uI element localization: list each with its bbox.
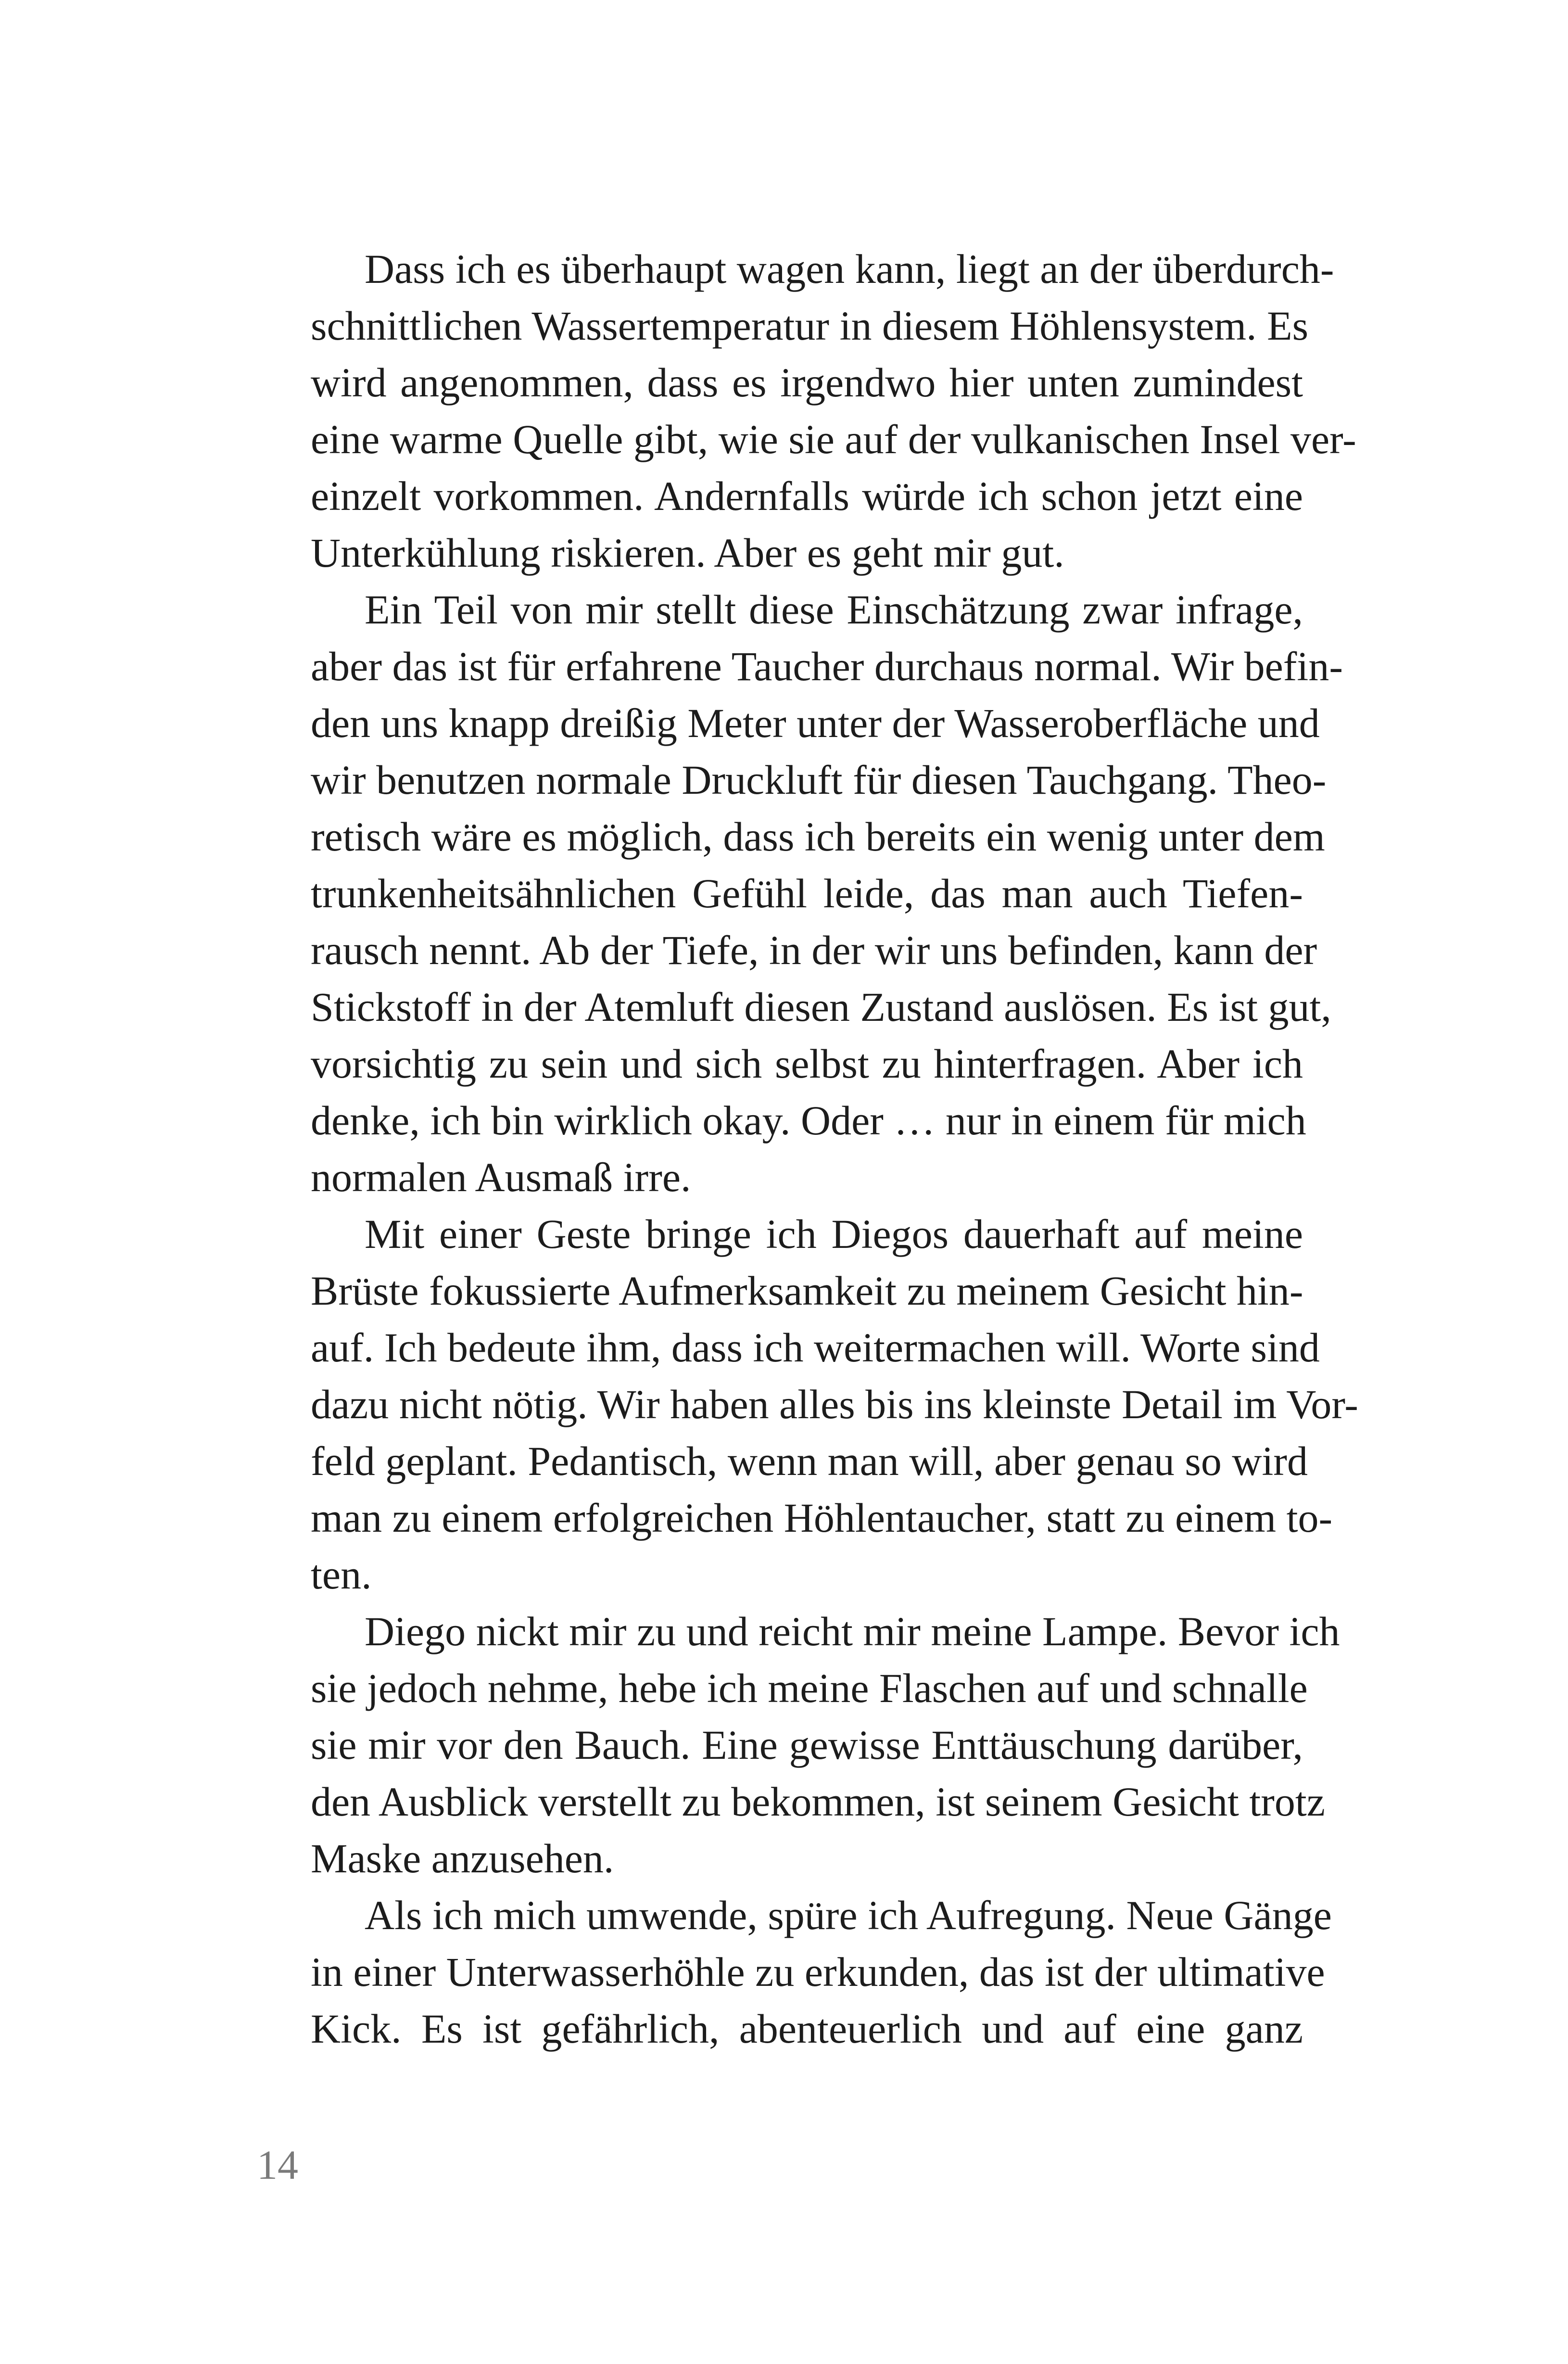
text-line: den Ausblick verstellt zu bekommen, ist seinem Gesicht trotz [311,1779,1325,1825]
text-line: man zu einem erfolgreichen Höhlentaucher, statt zu einem to- [311,1495,1333,1541]
page-number: 14 [257,2142,298,2188]
text-line: aber das ist für erfahrene Taucher durchaus normal. Wir befin- [311,643,1343,689]
text-line: Diego nickt mir zu und reicht mir meine Lampe. Bevor ich [365,1608,1340,1654]
paragraph-1 [257,241,1356,581]
text-line: Mit einer Geste bringe ich Diegos dauerhaft auf meine [365,1211,1303,1257]
text-line: normalen Ausmaß irre. [311,1154,691,1200]
text-line: ten. [311,1551,372,1598]
text-line: Maske anzusehen. [311,1835,614,1881]
paragraph-4 [257,1603,1340,1887]
text-line: einzelt vorkommen. Andernfalls würde ich schon jetzt eine [311,473,1303,519]
text-line: Ein Teil von mir stellt diese Einschätzung zwar infrage, [365,586,1303,633]
text-line: vorsichtig zu sein und sich selbst zu hinterfragen. Aber ich [311,1041,1303,1087]
text-line: auf. Ich bedeute ihm, dass ich weitermachen will. Worte sind [311,1324,1320,1371]
text-line: Brüste fokussierte Aufmerksamkeit zu meinem Gesicht hin- [311,1268,1303,1314]
text-line: dazu nicht nötig. Wir haben alles bis ins kleinste Detail im Vor- [311,1381,1358,1427]
text-line: in einer Unterwasserhöhle zu erkunden, das ist der ultimative [311,1949,1325,1995]
text-line: eine warme Quelle gibt, wie sie auf der vulkanischen Insel ver- [311,416,1356,462]
text-line: Stickstoff in der Atemluft diesen Zustand auslösen. Es ist gut, [311,984,1331,1030]
paragraph-5 [257,1887,1332,2057]
text-line: wird angenommen, dass es irgendwo hier unten zumindest [311,359,1303,406]
text-line: Dass ich es überhaupt wagen kann, liegt an der überdurch- [365,246,1334,292]
text-line: feld geplant. Pedantisch, wenn man will, aber genau so wird [311,1438,1308,1484]
text-line: den uns knapp dreißig Meter unter der Wasseroberfläche und [311,700,1320,746]
text-line: sie jedoch nehme, hebe ich meine Flaschen auf und schnalle [311,1665,1308,1711]
text-line: sie mir vor den Bauch. Eine gewisse Enttäuschung darüber, [311,1722,1303,1768]
text-line: Als ich mich umwende, spüre ich Aufregung. Neue Gänge [365,1892,1332,1938]
paragraph-3 [257,1206,1358,1603]
body-text [257,241,1358,2057]
text-line: Kick. Es ist gefährlich, abenteuerlich und auf eine ganz [311,2006,1303,2052]
text-line: trunkenheitsähnlichen Gefühl leide, das man auch Tiefen- [311,870,1303,916]
paragraph-2 [257,581,1343,1206]
text-line: Unterkühlung riskieren. Aber es geht mir gut. [311,530,1064,576]
text-line: wir benutzen normale Druckluft für diesen Tauchgang. Theo- [311,757,1327,803]
text-line: schnittlichen Wassertemperatur in diesem Höhlensystem. Es [311,303,1309,349]
text-line: denke, ich bin wirklich okay. Oder … nur in einem für mich [311,1097,1306,1144]
text-line: retisch wäre es möglich, dass ich bereits ein wenig unter dem [311,813,1325,860]
text-line: rausch nennt. Ab der Tiefe, in der wir uns befinden, kann der [311,927,1317,973]
